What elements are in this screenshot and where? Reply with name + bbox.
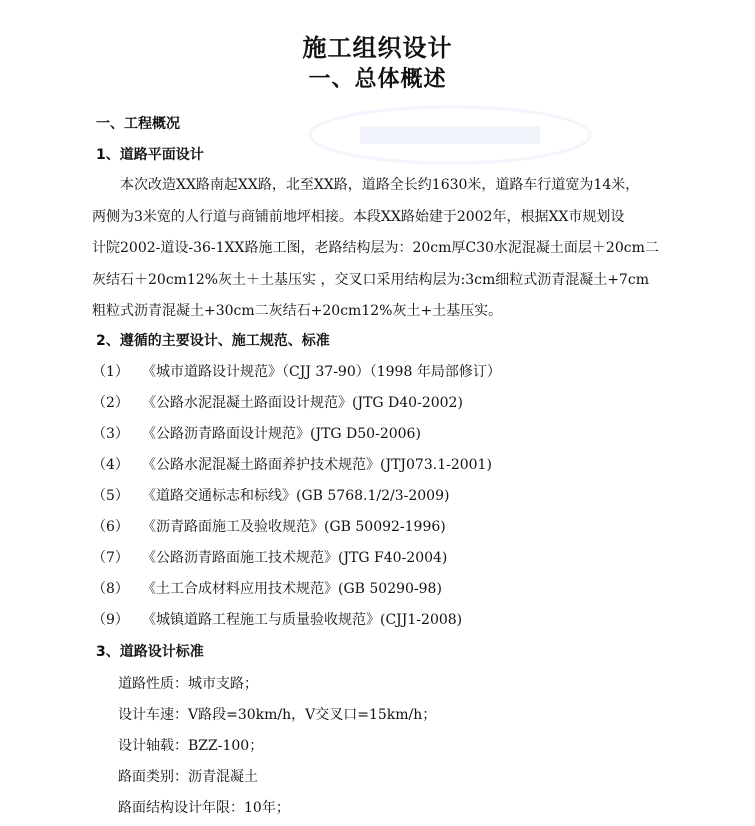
design-standard-item: 路面结构设计年限：10年；	[118, 800, 290, 816]
standard-number: （4）	[92, 457, 129, 473]
standard-number: （5）	[92, 488, 129, 504]
standard-text: 《沥青路面施工及验收规范》(GB 50092-1996)	[142, 519, 446, 535]
standard-item	[92, 578, 442, 598]
standard-number: （1）	[92, 364, 129, 380]
standard-item	[92, 547, 447, 567]
standard-text: 《公路水泥混凝土路面养护技术规范》(JTJ073.1-2001)	[142, 457, 492, 473]
standard-item	[92, 423, 421, 443]
standard-text: 《公路沥青路面设计规范》(JTG D50-2006)	[142, 426, 421, 442]
paragraph-line: 粗粒式沥青混凝土+30cm二灰结石+20cm12%灰土+土基压实。	[92, 303, 503, 319]
standard-text: 《公路沥青路面施工技术规范》(JTG F40-2004)	[142, 550, 448, 566]
design-standard-item: 设计轴载：BZZ-100；	[118, 738, 264, 754]
standard-number: （8）	[92, 581, 129, 597]
section-overview-heading: 一、工程概况	[96, 116, 180, 132]
paragraph-line: 灰结石＋20cm12%灰土＋土基压实 ，交叉口采用结构层为:3cm细粒式沥青混凝土+7cm	[92, 271, 649, 288]
standard-number: （9）	[92, 612, 129, 628]
standard-text: 《城市道路设计规范》（CJJ 37-90）（1998 年局部修订）	[142, 364, 501, 380]
standard-item	[92, 609, 462, 629]
section-1-paragraph	[92, 170, 694, 328]
document-title: 施工组织设计	[302, 34, 453, 62]
standard-item	[92, 361, 501, 381]
watermark-logo-icon	[300, 100, 600, 170]
standard-text: 《城镇道路工程施工与质量验收规范》(CJJ1-2008)	[142, 612, 463, 628]
paragraph-line: 计院2002-道设-36-1XX路施工图，老路结构层为：20cm厚C30水泥混凝土面层＋20cm二	[92, 240, 659, 256]
design-standard-item: 路面类别：沥青混凝土	[118, 769, 258, 785]
section-2-heading: 2、遵循的主要设计、施工规范、标准	[96, 333, 330, 349]
standard-number: （7）	[92, 550, 129, 566]
section-1-heading: 1、道路平面设计	[96, 147, 204, 163]
design-standard-item: 道路性质：城市支路；	[118, 676, 258, 692]
standard-text: 《土工合成材料应用技术规范》(GB 50290-98)	[142, 581, 442, 597]
standard-item	[92, 454, 492, 474]
standard-item	[92, 516, 446, 536]
standard-number: （3）	[92, 426, 129, 442]
standard-item	[92, 485, 449, 505]
standard-text: 《道路交通标志和标线》(GB 5768.1/2/3-2009)	[142, 488, 450, 504]
standard-text: 《公路水泥混凝土路面设计规范》(JTG D40-2002)	[142, 395, 463, 411]
standard-item	[92, 392, 463, 412]
document-subtitle: 一、总体概述	[308, 67, 447, 92]
paragraph-line: 本次改造XX路南起XX路，北至XX路，道路全长约1630米，道路车行道宽为14米，	[120, 177, 640, 193]
standard-number: （2）	[92, 395, 129, 411]
standard-number: （6）	[92, 519, 129, 535]
section-3-heading: 3、道路设计标准	[96, 644, 204, 660]
paragraph-line: 两侧为3米宽的人行道与商铺前地坪相接。本段XX路始建于2002年，根据XX市规划设	[92, 208, 625, 225]
design-standard-item: 设计车速：V路段=30km/h，V交叉口=15km/h；	[118, 707, 437, 723]
